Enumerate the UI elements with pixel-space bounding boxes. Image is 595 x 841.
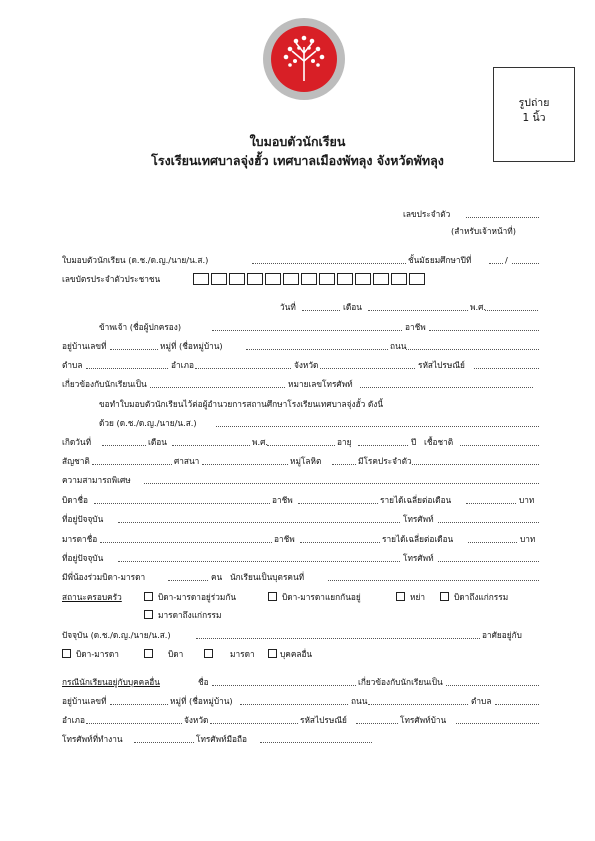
ability-label: ความสามารถพิเศษ	[62, 475, 131, 485]
mother-baht: บาท	[520, 534, 536, 544]
father-name-field[interactable]	[94, 503, 270, 504]
school-name: โรงเรียนเทศบาลจุ่งฮั้ว เทศบาลเมืองพัทลุง จังหวัดพัทลุง	[151, 153, 444, 168]
phone-label: หมายเลขโทรศัพท์	[288, 379, 353, 389]
tambon-label: ตำบล	[62, 360, 83, 370]
birth-date-label: เกิดวันที่	[62, 437, 92, 447]
house-no-label: อยู่บ้านเลขที่	[62, 341, 107, 351]
birth-day-field[interactable]	[102, 445, 146, 446]
birth-month-field[interactable]	[172, 445, 250, 446]
mother-phone-field[interactable]	[438, 561, 539, 562]
ability-line	[62, 473, 540, 487]
grade-field[interactable]	[489, 263, 503, 264]
other-address-line-1	[62, 694, 540, 708]
amphoe-field[interactable]	[195, 368, 291, 369]
tambon-field[interactable]	[86, 368, 168, 369]
with-student-name-field[interactable]	[216, 426, 539, 427]
grade-room-field[interactable]	[512, 263, 539, 264]
age-field[interactable]	[358, 445, 408, 446]
age-unit: ปี	[411, 437, 417, 447]
family-status-line	[62, 590, 540, 604]
grade-slash: /	[505, 255, 508, 265]
other-tambon-field[interactable]	[495, 704, 539, 705]
birth-month-label: เดือน	[148, 437, 167, 447]
guardian-other-label: บุคคลอื่น	[280, 649, 313, 659]
parent-occupation-field[interactable]	[429, 330, 539, 331]
relation-label: เกี่ยวข้องกับนักเรียนเป็น	[62, 379, 147, 389]
other-province-label: จังหวัด	[184, 715, 209, 725]
request-line	[62, 397, 540, 411]
guardian-mother-checkbox[interactable]	[204, 649, 213, 658]
mother-occupation-field[interactable]	[300, 542, 380, 543]
id-card-line	[62, 272, 540, 286]
office-note: (สำหรับเจ้าหน้าที่)	[451, 226, 517, 236]
id-digit-box[interactable]	[355, 273, 371, 285]
grade-label: ชั้นมัธยมศึกษาปีที่	[408, 255, 472, 265]
id-digit-box[interactable]	[283, 273, 299, 285]
guardian-parents-checkbox[interactable]	[62, 649, 71, 658]
nationality-field[interactable]	[92, 464, 172, 465]
relation-field[interactable]	[150, 387, 285, 388]
mother-income-field[interactable]	[468, 542, 517, 543]
birth-year-field[interactable]	[267, 445, 335, 446]
status-mother-deceased-label: มารดาถึงแก่กรรม	[158, 610, 222, 620]
with-label: ด้วย (ด.ช./ด.ญ./นาย/น.ส.)	[99, 418, 197, 428]
blood-label: หมู่โลหิต	[290, 456, 322, 466]
other-person-case-label: กรณีนักเรียนอยู่กับบุคคลอื่น	[62, 677, 160, 687]
handover-label: ใบมอบตัวนักเรียน (ด.ช./ด.ญ./นาย/น.ส.)	[62, 255, 209, 265]
id-digit-box[interactable]	[265, 273, 281, 285]
other-amphoe-field[interactable]	[86, 723, 182, 724]
parent-name-field[interactable]	[212, 330, 402, 331]
year-label: พ.ศ.	[470, 302, 487, 312]
month-label: เดือน	[343, 302, 362, 312]
id-digit-box[interactable]	[301, 273, 317, 285]
current-student-name-field[interactable]	[196, 638, 480, 639]
other-amphoe-label: อำเภอ	[62, 715, 85, 725]
phone-field[interactable]	[360, 387, 533, 388]
father-address-label: ที่อยู่ปัจจุบัน	[62, 514, 104, 524]
disease-field[interactable]	[412, 464, 539, 465]
status-divorced-label: หย่า	[410, 592, 425, 602]
other-postcode-field[interactable]	[356, 723, 398, 724]
postcode-field[interactable]	[474, 368, 539, 369]
request-text: ขอทำใบมอบตัวนักเรียนไว้ต่อผู้อำนวยการสถานศึกษาโรงเรียนเทศบาลจุ่งฮั้ว ดังนี้	[99, 399, 384, 409]
other-name-label: ชื่อ	[198, 677, 209, 687]
student-name-field[interactable]	[252, 263, 406, 264]
guardian-father-label: บิดา	[168, 649, 184, 659]
date-year-field[interactable]	[485, 310, 538, 311]
father-address-field[interactable]	[118, 522, 400, 523]
father-address-line	[62, 512, 540, 526]
child-order-label: นักเรียนเป็นบุตรคนที่	[230, 572, 305, 582]
office-id-field[interactable]	[466, 217, 539, 218]
moo-field[interactable]	[246, 349, 388, 350]
mother-phone-label: โทรศัพท์	[403, 553, 434, 563]
nationality-label: สัญชาติ	[62, 456, 90, 466]
province-field[interactable]	[320, 368, 415, 369]
siblings-field[interactable]	[168, 580, 208, 581]
other-guardian-name-field[interactable]	[212, 685, 356, 686]
religion-label: ศาสนา	[174, 456, 200, 466]
child-order-field[interactable]	[328, 580, 539, 581]
mobile-field[interactable]	[260, 742, 372, 743]
house-no-field[interactable]	[110, 349, 158, 350]
form-title: ใบมอบตัวนักเรียน	[249, 134, 346, 149]
blood-field[interactable]	[332, 464, 356, 465]
work-phone-label: โทรศัพท์ที่ทำงาน	[62, 734, 123, 744]
id-digit-box[interactable]	[391, 273, 407, 285]
guardian-other-checkbox[interactable]	[268, 649, 277, 658]
other-road-label: ถนน	[351, 696, 368, 706]
mother-name-field[interactable]	[100, 542, 272, 543]
mother-address-label: ที่อยู่ปัจจุบัน	[62, 553, 104, 563]
guardian-parents-label: บิดา-มารดา	[76, 649, 119, 659]
mobile-label: โทรศัพท์มือถือ	[196, 734, 248, 744]
father-occupation-label: อาชีพ	[272, 495, 293, 505]
other-tambon-label: ตำบล	[471, 696, 492, 706]
status-separated-label: บิดา-มารดาแยกกันอยู่	[282, 592, 361, 602]
date-line	[62, 300, 540, 314]
id-digit-box[interactable]	[409, 273, 425, 285]
mother-address-field[interactable]	[118, 561, 400, 562]
relation-line	[62, 377, 540, 391]
status-mother-deceased-checkbox[interactable]	[144, 610, 153, 619]
nationality-line	[62, 454, 540, 468]
id-digit-box[interactable]	[193, 273, 209, 285]
moo-label: หมู่ที่ (ชื่อหมู่บ้าน)	[160, 341, 223, 351]
mother-income-label: รายได้เฉลี่ยต่อเดือน	[382, 534, 454, 544]
birth-year-label: พ.ศ.	[252, 437, 269, 447]
father-income-field[interactable]	[466, 503, 516, 504]
parent-address-line-1	[62, 339, 540, 353]
status-father-deceased-label: บิดาถึงแก่กรรม	[454, 592, 509, 602]
status-separated-checkbox[interactable]	[268, 592, 277, 601]
postcode-label: รหัสไปรษณีย์	[418, 360, 465, 370]
other-province-field[interactable]	[210, 723, 298, 724]
other-house-no-label: อยู่บ้านเลขที่	[62, 696, 107, 706]
other-relation-label: เกี่ยวข้องกับนักเรียนเป็น	[358, 677, 443, 687]
father-label: บิดาชื่อ	[62, 495, 88, 505]
religion-field[interactable]	[202, 464, 288, 465]
id-digit-box[interactable]	[247, 273, 263, 285]
other-moo-field[interactable]	[240, 704, 348, 705]
amphoe-label: อำเภอ	[171, 360, 194, 370]
status-father-deceased-checkbox[interactable]	[440, 592, 449, 601]
guardian-mother-label: มารดา	[230, 649, 255, 659]
id-card-label: เลขบัตรประจำตัวประชาชน	[62, 274, 161, 284]
with-student-line	[62, 416, 540, 430]
other-road-field[interactable]	[368, 704, 468, 705]
date-day-field[interactable]	[302, 310, 340, 311]
mother-address-line	[62, 551, 540, 565]
office-id-line	[62, 207, 540, 221]
siblings-line	[62, 570, 540, 584]
id-digit-box[interactable]	[211, 273, 227, 285]
other-guardian-line	[62, 675, 540, 689]
siblings-unit: คน	[211, 572, 223, 582]
other-address-line-2	[62, 713, 540, 727]
id-digit-box[interactable]	[319, 273, 335, 285]
photo-size: 1 นิ้ว	[522, 112, 546, 124]
mother-label: มารดาชื่อ	[62, 534, 98, 544]
mother-line	[62, 532, 540, 546]
date-label: วันที่	[280, 302, 296, 312]
race-field[interactable]	[460, 445, 539, 446]
road-label: ถนน	[390, 341, 407, 351]
ability-field[interactable]	[144, 483, 539, 484]
parent-label: ข้าพเจ้า (ชื่อผู้ปกครอง)	[99, 322, 182, 332]
father-income-label: รายได้เฉลี่ยต่อเดือน	[380, 495, 452, 505]
guardian-father-checkbox[interactable]	[144, 649, 153, 658]
father-occupation-field[interactable]	[298, 503, 378, 504]
school-emblem-tree-icon	[262, 17, 346, 101]
disease-label: มีโรคประจำตัว	[358, 456, 412, 466]
student-line	[62, 253, 540, 267]
father-phone-field[interactable]	[438, 522, 539, 523]
other-phones-line	[62, 732, 540, 746]
occupation-label: อาชีพ	[405, 322, 426, 332]
family-status-line-2	[62, 608, 540, 622]
province-label: จังหวัด	[294, 360, 319, 370]
status-together-checkbox[interactable]	[144, 592, 153, 601]
mother-occupation-label: อาชีพ	[274, 534, 295, 544]
other-postcode-label: รหัสไปรษณีย์	[300, 715, 347, 725]
current-student-line	[62, 628, 540, 642]
parent-address-line-2	[62, 358, 540, 372]
now-prefix-label: ปัจจุบัน (ด.ช./ด.ญ./นาย/น.ส.)	[62, 630, 171, 640]
office-id-label: เลขประจำตัว	[403, 209, 451, 219]
other-house-no-field[interactable]	[110, 704, 168, 705]
other-house-phone-field[interactable]	[456, 723, 539, 724]
siblings-label: มีพี่น้องร่วมบิดา-มารดา	[62, 572, 146, 582]
road-field[interactable]	[406, 349, 539, 350]
birth-line	[62, 435, 540, 449]
school-logo	[262, 17, 346, 101]
parent-line	[62, 320, 540, 334]
other-relation-field[interactable]	[446, 685, 539, 686]
id-digit-box[interactable]	[229, 273, 245, 285]
age-label: อายุ	[337, 437, 352, 447]
id-digit-box[interactable]	[373, 273, 389, 285]
guardian-options-line	[62, 647, 540, 661]
lives-with-label: อาศัยอยู่กับ	[482, 630, 522, 640]
father-line	[62, 493, 540, 507]
father-phone-label: โทรศัพท์	[403, 514, 434, 524]
id-digit-box[interactable]	[337, 273, 353, 285]
race-label: เชื้อชาติ	[424, 437, 454, 447]
photo-label: รูปถ่าย	[518, 97, 550, 109]
work-phone-field[interactable]	[134, 742, 194, 743]
other-house-phone-label: โทรศัพท์บ้าน	[400, 715, 447, 725]
date-month-field[interactable]	[368, 310, 468, 311]
office-note-line	[62, 224, 540, 238]
status-divorced-checkbox[interactable]	[396, 592, 405, 601]
father-baht: บาท	[519, 495, 535, 505]
family-status-label: สถานะครอบครัว	[62, 592, 122, 602]
other-moo-label: หมู่ที่ (ชื่อหมู่บ้าน)	[170, 696, 233, 706]
status-together-label: บิดา-มารดาอยู่ร่วมกัน	[158, 592, 237, 602]
